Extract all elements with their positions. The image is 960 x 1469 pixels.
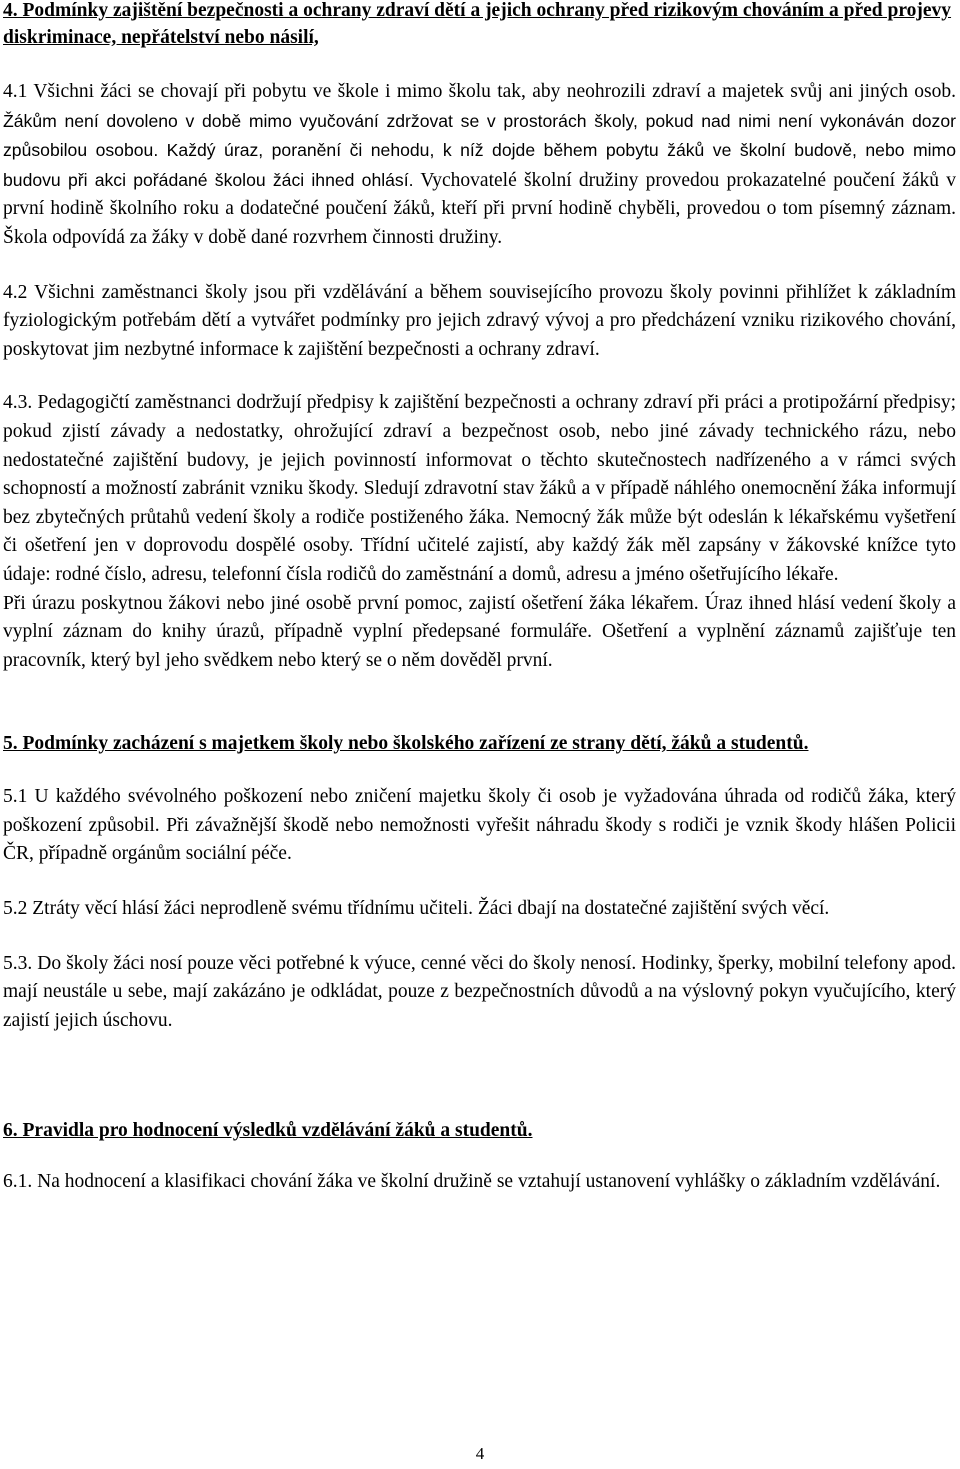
paragraph-4-3: 4.3. Pedagogičtí zaměstnanci dodržují předpisy k zajištění bezpečnosti a ochrany zdraví při práci a protipožární předpisy; pokud zjistí závady a nedostatky, ohrožující zdraví a bezpečnost osob, nebo jiné závady technického rázu, nebo nedostatečné zajištění budovy, je jejich povinností informovat o těchto skutečnostech nadřízeného a v rámci svých schopností a možností zabránit vzniku škody. Sledují zdravotní stav žáků a v případě náhlého onemocnění žáka informují bez zbytečných průtahů vedení školy a rodiče postiženého žáka. Nemocný žák může být odeslán k lékařskému vyšetření či ošetření jen v doprovodu dospělé osoby. Třídní učitelé zajistí, aby každý žák měl zapsány v žákovské knížce tyto údaje: rodné číslo, adresu, telefonní čísla rodičů do zaměstnání a domů, adresu a jméno ošetřujícího lékaře. <box>3 392 956 585</box>
paragraph-4-1-part-b: Žákům není dovoleno v době mimo vyučování zdržovat se v prostorách školy, pokud nad nimi není vykonáván dozor způsobilou osobou. Každý úraz, poranění či nehodu, k níž dojde během pobytu žáků ve školní budově, nebo mimo budovu při akci pořádané školou žáci ihned ohlásí. <box>3 110 956 190</box>
paragraph-4-3-injury: Při úrazu poskytnou žákovi nebo jiné osobě první pomoc, zajistí ošetření žáka lékařem. Úraz ihned hlásí vedení školy a vyplní záznam do knihy úrazů, případně vyplní předepsané formuláře. Ošetření a vyplnění záznamů zajišťuje ten pracovník, který byl jeho svědkem nebo který se o něm dověděl první. <box>3 592 956 671</box>
section-5 <box>3 730 956 1035</box>
page-number: 4 <box>475 1444 485 1463</box>
paragraph-4-1-part-a: 4.1 Všichni žáci se chovají při pobytu ve škole i mimo školu tak, aby neohrozili zdraví a majetek svůj ani jiných osob. <box>3 81 956 102</box>
section-4-heading: 4. Podmínky zajištění bezpečnosti a ochrany zdraví dětí a jejich ochrany před rizikovým chováním a před projevy diskriminace, nepřátelství nebo násilí, <box>3 0 952 48</box>
section-6-heading: 6. Pravidla pro hodnocení výsledků vzdělávání žáků a studentů. <box>3 1120 533 1142</box>
paragraph-4-2: 4.2 Všichni zaměstnanci školy jsou při vzdělávání a během souvisejícího provozu školy povinni přihlížet k základním fyziologickým potřebám dětí a vytvářet podmínky pro jejich zdravý vývoj a pro předcházení vzniku rizikového chování, poskytovat jim nezbytné informace k zajištění bezpečnosti a ochrany zdraví. <box>3 281 956 360</box>
paragraph-4-1 <box>3 78 956 253</box>
section-6 <box>3 1117 956 1197</box>
section-5-heading: 5. Podmínky zacházení s majetkem školy nebo školského zařízení ze strany dětí, žáků a studentů. <box>3 733 809 755</box>
section-4 <box>3 0 956 675</box>
paragraph-4-1-part-c: Vychovatelé školní družiny provedou prokazatelné poučení žáků v první hodině školního roku a dodatečné poučení žáků, kteří při první hodině chyběli, provedou o tom písemný záznam. Škola odpovídá za žáky v době dané rozvrhem činnosti družiny. <box>3 169 956 248</box>
paragraph-5-2: 5.2 Ztráty věcí hlásí žáci neprodleně svému třídnímu učiteli. Žáci dbají na dostatečné zajištění svých věcí. <box>3 898 830 920</box>
paragraph-6-1: 6.1. Na hodnocení a klasifikaci chování žáka ve školní družině se vztahují ustanovení vyhlášky o základním vzdělávání. <box>3 1171 941 1193</box>
paragraph-5-3: 5.3. Do školy žáci nosí pouze věci potřebné k výuce, cenné věci do školy nenosí. Hodinky, šperky, mobilní telefony apod. mají neustále u sebe, mají zakázáno je odkládat, pouze z bezpečnostních důvodů a na výslovný pokyn vyučujícího, který zajistí jejich úschovu. <box>3 952 956 1031</box>
paragraph-5-1: 5.1 U každého svévolného poškození nebo zničení majetku školy či osob je vyžadována úhrada od rodičů žáka, který poškození způsobil. Při závažnější škodě nebo nemožnosti vyřešit náhradu škody s rodiči je vznik škody hlášen Policii ČR, případně orgánům sociální péče. <box>3 786 956 865</box>
